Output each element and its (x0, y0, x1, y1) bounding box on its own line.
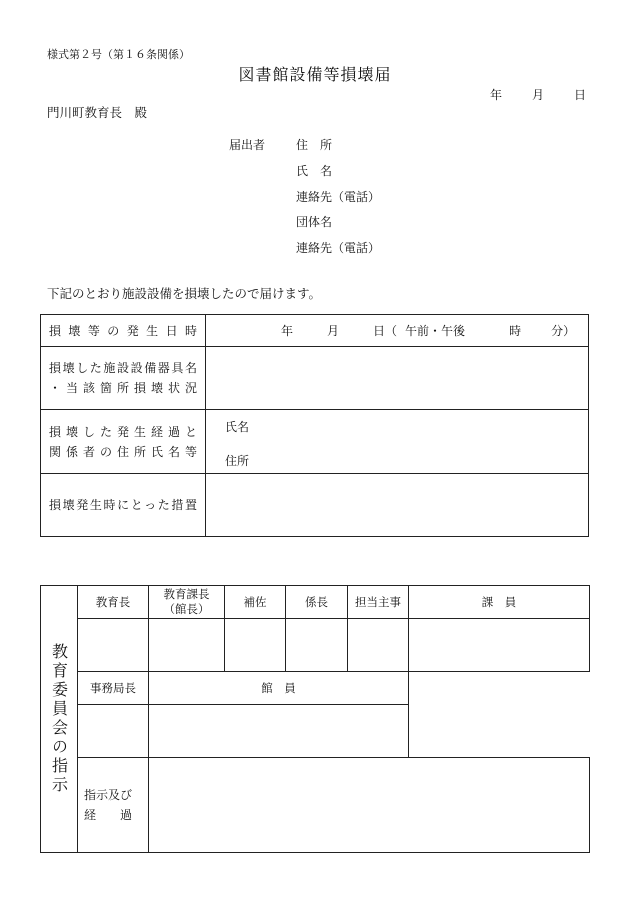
table-row (41, 586, 590, 619)
header-section-chief: 教育課長 （館長） (149, 586, 225, 619)
applicant-label: 届出者 (229, 138, 266, 152)
table-row (41, 619, 590, 672)
applicant-group-label: 団体名 (296, 215, 333, 229)
date-day: 日 (574, 88, 587, 102)
header-assistant: 補佐 (225, 586, 286, 619)
table-row (41, 672, 590, 705)
person-name-label: 氏名 (225, 420, 250, 434)
datetime-header: 損 壊 等 の 発 生 日 時 (41, 315, 206, 347)
seal-assistant[interactable] (225, 619, 286, 672)
table-row (41, 410, 589, 474)
header-officer: 担当主事 (348, 586, 409, 619)
board-instruction-table (40, 585, 590, 853)
remarks-label: 指示及び 経 過 (78, 758, 149, 853)
header-library-staff: 館 員 (149, 672, 409, 705)
applicant-name-label: 氏 名 (296, 164, 333, 178)
header-superintendent: 教育長 (78, 586, 149, 619)
applicant-address-label: 住 所 (296, 138, 333, 152)
applicant-contact-label: 連絡先（電話） (296, 190, 381, 204)
applicant-contact2-label: 連絡先（電話） (296, 241, 381, 255)
damage-report-table (40, 314, 589, 537)
blank-area (409, 672, 590, 758)
seal-subsection-chief[interactable] (286, 619, 348, 672)
date-month: 月 (532, 88, 545, 102)
circumstances-field[interactable] (206, 410, 589, 474)
header-subsection-chief: 係長 (286, 586, 348, 619)
seal-superintendent[interactable] (78, 619, 149, 672)
seal-secretary-general[interactable] (78, 705, 149, 758)
circumstances-header: 損 壊 し た 発 生 経 過 と 関 係 者 の 住 所 氏 名 等 (41, 410, 206, 474)
seal-section-chief[interactable] (149, 619, 225, 672)
header-staff: 課 員 (409, 586, 590, 619)
header-secretary-general: 事務局長 (78, 672, 149, 705)
submission-date (490, 86, 586, 103)
remarks-field[interactable] (149, 758, 590, 853)
seal-library-staff[interactable] (149, 705, 409, 758)
table-row (41, 347, 589, 410)
date-year: 年 (490, 88, 503, 102)
table-row (41, 758, 590, 853)
datetime-field[interactable]: 年 月 日（ 午前・午後 時 分） (206, 315, 589, 347)
board-instruction-label: 教育委員会の指示 (41, 586, 78, 853)
form-number: 様式第２号（第１６条関係） (47, 48, 190, 61)
damaged-item-field[interactable] (206, 347, 589, 410)
seal-officer[interactable] (348, 619, 409, 672)
table-row (41, 315, 589, 347)
intro-text: 下記のとおり施設設備を損壊したので届けます。 (47, 286, 322, 301)
addressee: 門川町教育長 殿 (47, 105, 148, 120)
measures-header: 損壊発生時にとった措置 (41, 474, 206, 537)
measures-field[interactable] (206, 474, 589, 537)
table-row (41, 474, 589, 537)
damaged-item-header: 損壊した施設設備器具名 ・ 当 該 箇 所 損 壊 状 況 (41, 347, 206, 410)
seal-staff[interactable] (409, 619, 590, 672)
document-title: 図書館設備等損壊届 (238, 65, 392, 84)
person-address-label: 住所 (225, 454, 250, 468)
